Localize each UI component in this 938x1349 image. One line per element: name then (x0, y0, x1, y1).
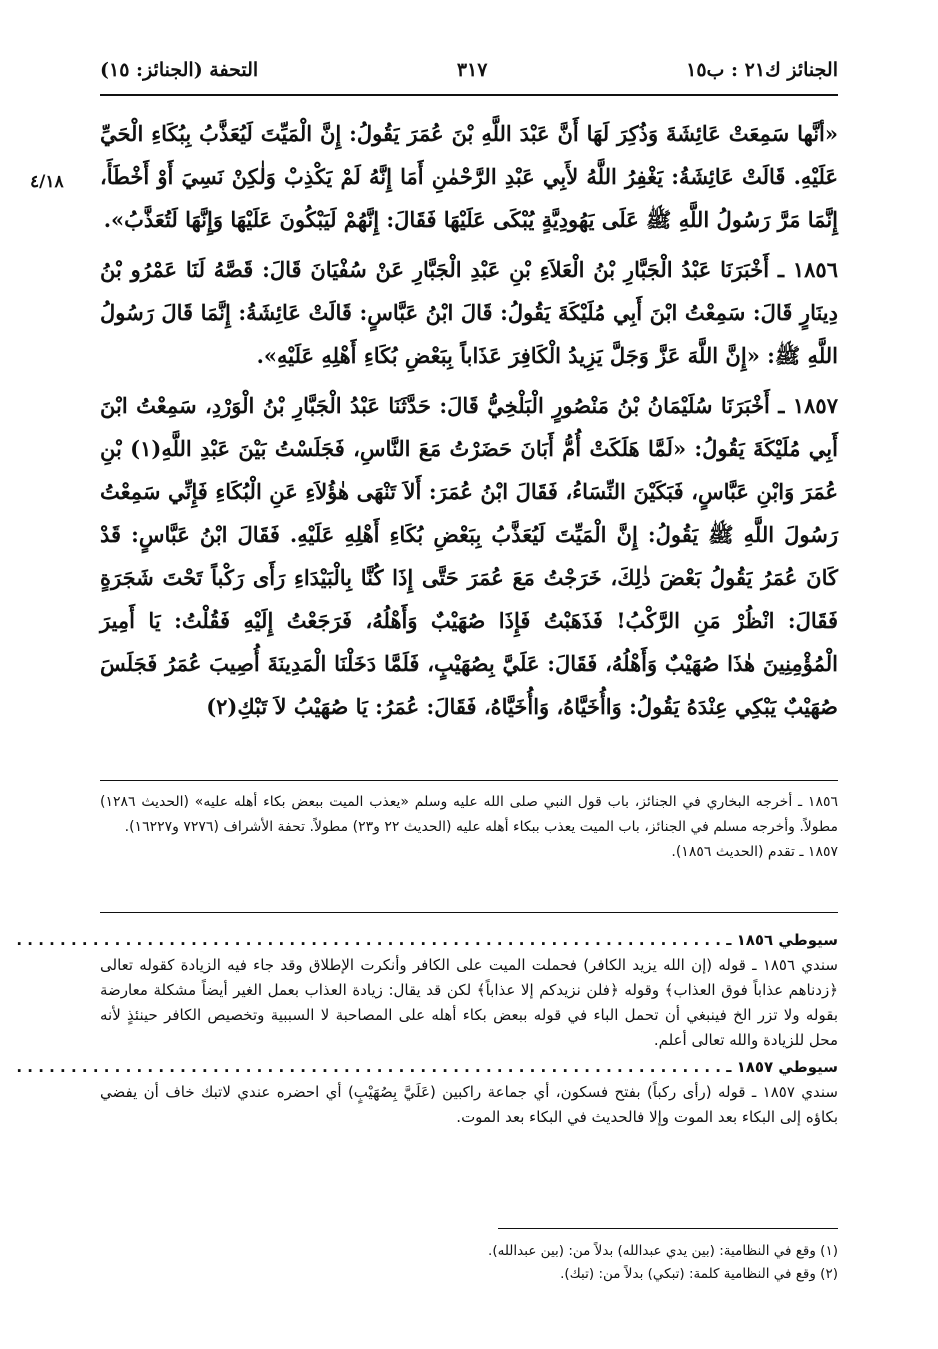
footnote-2: (٢) وقع في النظامية كلمة: (تبكي) بدلاً من: (تبك). (560, 1266, 838, 1282)
hadith-1857: ١٨٥٧ ـ أَخْبَرَنَا سُلَيْمَانُ بْنُ مَنْصُورٍ الْبَلْخِيُّ قَالَ: حَدَّثَنَا عَبْدُ الْجَبَّارِ بْنُ الْوَرْدِ، سَمِعْتُ ابْنَ أَبِي مُلَيْكَةَ يَقُولُ: «لَمَّا هَلَكَتْ أُمُّ أَبَانَ حَضَرْتُ مَعَ النَّاسِ، فَجَلَسْتُ بَيْنَ عَبْدِ اللَّهِ(١) بْنِ عُمَرَ وَابْنِ عَبَّاسٍ، فَبَكَيْنَ النِّسَاءُ، فَقَالَ ابْنُ عُمَرَ: أَلاَ تَنْهَى هٰؤُلاَءِ عَنِ الْبُكَاءِ فَإِنِّي سَمِعْتُ رَسُولَ اللَّهِ ﷺ يَقُولُ: إِنَّ الْمَيِّتَ لَيُعَذَّبُ بِبَعْضِ بُكَاءِ أَهْلِهِ عَلَيْهِ. فَقَالَ ابْنُ عَبَّاسٍ: قَدْ كَانَ عُمَرُ يَقُولُ بَعْضَ ذٰلِكَ، خَرَجْتُ مَعَ عُمَرَ حَتَّى إِذَا كُنَّا بِالْبَيْدَاءِ رَأَى رَكْباً تَحْتَ شَجَرَةٍ فَقَالَ: انْظُرْ مَنِ الرَّكْبُ! فَذَهَبْتُ فَإِذَا صُهَيْبٌ وَأَهْلُهُ، فَرَجَعْتُ إِلَيْهِ فَقُلْتُ: يَا أَمِيرَ الْمُؤْمِنِينَ هٰذَا صُهَيْبٌ وَأَهْلُهُ، فَقَالَ: عَلَيَّ بِصُهَيْبٍ، فَلَمَّا دَخَلْنَا الْمَدِينَةَ أُصِيبَ عُمَرُ فَجَلَسَ صُهَيْبٌ يَبْكِي عِنْدَهُ يَقُولُ: وَاأُخَيَّاهُ، وَاأُخَيَّاهُ، فَقَالَ: عُمَرُ: يَا صُهَيْبُ لاَ تَبْكِ(٢) (100, 393, 838, 719)
takhrij-1857: ١٨٥٧ ـ تقدم (الحديث ١٨٥٦). (671, 844, 838, 860)
suyuti-1856-heading: سيوطي ١٨٥٦ ـ . . . . . . . . . . . . . . . . . . . . . . . . . . . . . . . . . . . . . . . . . . . . . . . . . . . . . . . . . . . . . . . . . (16, 931, 838, 949)
commentary-section (16, 928, 838, 1132)
footnote-1: (١) وقع في النظامية: (بين يدي عبدالله) بدلاً من: (بين عبدالله). (488, 1243, 838, 1259)
hadith-1856: ١٨٥٦ ـ أَخْبَرَنَا عَبْدُ الْجَبَّارِ بْنُ الْعَلاَءِ بْنِ عَبْدِ الْجَبَّارِ عَنْ سُفْيَانَ قَالَ: قَصَّهُ لَنَا عَمْرُو بْنُ دِينَارٍ قَالَ: سَمِعْتُ ابْنَ أَبِي مُلَيْكَةَ يَقُولُ: قَالَ ابْنُ عَبَّاسٍ: قَالَتْ عَائِشَةُ: إِنَّمَا قَالَ رَسُولُ اللَّهِ ﷺ: «إِنَّ اللَّهَ عَزَّ وَجَلَّ يَزِيدُ الْكَافِرَ عَذَاباً بِبَعْضِ بُكَاءِ أَهْلِهِ عَلَيْهِ». (100, 257, 839, 368)
footnotes (100, 1240, 838, 1286)
takhrij-notes (100, 790, 838, 865)
sindi-1856: سندي ١٨٥٦ ـ قوله (إن الله يزيد الكافر) فحملت الميت على الكافر وأنكرت الإطلاق وقد جاء فيه الزيادة كقوله تعالى ﴿زدناهم عذاباً فوق العذاب﴾ وقوله ﴿فلن نزيدكم إلا عذاباً﴾ لكن قد يقال: زيادة العذاب بعمل الغير أيضاً مشكلة معارضة بقوله ولا تزر الخ فينبغي أن تحمل الباء في قوله ببعض بكاء أهله على المصاحبة لا السببية وتخصيص الكافر حينئذٍ لأنه محل للزيادة والله تعالى أعلم. (100, 956, 838, 1049)
commentary-rule (100, 912, 838, 913)
header-tuhfa-ref: التحفة (الجنائز: ١٥) (100, 59, 259, 81)
sindi-1857: سندي ١٨٥٧ ـ قوله (رأى ركباً) بفتح فسكون، أي جماعة راكبين (عَلَيَّ بِصُهَيْبٍ) أي احضره عندي لاتبك خاف أن يفضي بكاؤه إلى البكاء بعد الموت وإلا فالحديث في البكاء بعد الموت. (100, 1083, 838, 1126)
hadith-text (100, 112, 838, 735)
footnote-rule (498, 1228, 838, 1229)
page-number: ٣١٧ (456, 59, 488, 81)
takhrij-rule (100, 780, 838, 781)
header-chapter-ref: الجنائز ك٢١ : ب١٥ (686, 59, 838, 81)
takhrij-1856: ١٨٥٦ ـ أخرجه البخاري في الجنائز، باب قول النبي صلى الله عليه وسلم «يعذب الميت ببعض بكاء أهله عليه» (الحديث ١٢٨٦) مطولاً. وأخرجه مسلم في الجنائز، باب الميت يعذب ببكاء أهله عليه (الحديث ٢٢ و٢٣) مطولاً. تحفة الأشراف (٧٢٧٦ و١٦٢٢٧). (100, 794, 838, 835)
header-rule (100, 94, 838, 96)
suyuti-1857-heading: سيوطي ١٨٥٧ ـ . . . . . . . . . . . . . . . . . . . . . . . . . . . . . . . . . . . . . . . . . . . . . . . . . . . . . . . . . . . . . . . . . (16, 1058, 838, 1076)
hadith-continuation: «أنَّها سَمِعَتْ عَائِشَةَ وَذُكِرَ لَهَا أَنَّ عَبْدَ اللَّهِ بْنَ عُمَرَ يَقُولُ: إِنَّ الْمَيِّتَ لَيُعَذَّبُ بِبُكَاءِ الْحَيِّ عَلَيْهِ. قَالَتْ عَائِشَةُ: يَغْفِرُ اللَّهُ لأَبِي عَبْدِ الرَّحْمٰنِ أَمَا إِنَّهُ لَمْ يَكْذِبْ وَلٰكِنْ نَسِيَ أَوْ أَخْطَأَ، إِنَّمَا مَرَّ رَسُولُ اللَّهِ ﷺ عَلَى يَهُودِيَّةٍ يُبْكَى عَلَيْهَا فَقَالَ: إِنَّهُمْ لَيَبْكُونَ عَلَيْهَا وَإِنَّهَا لَتُعَذَّبُ». (100, 121, 838, 232)
margin-reference: ٤/١٨ (30, 172, 64, 192)
running-header (100, 52, 838, 88)
